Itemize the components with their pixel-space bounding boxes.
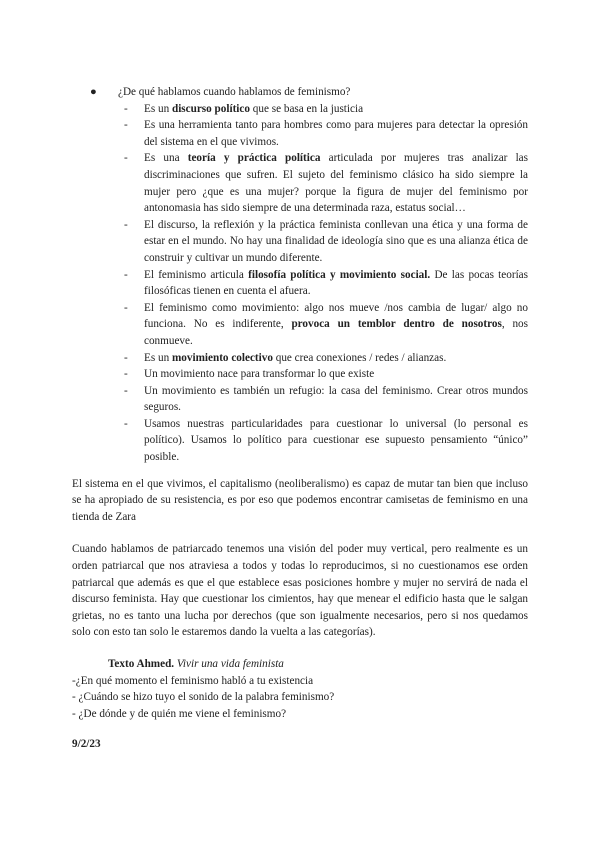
text-segment: Es un <box>144 102 172 115</box>
bullet-dot-icon: ● <box>90 86 97 98</box>
text-segment: Usamos nuestras particularidades para cuestionar lo universal (lo personal es político). Usamos lo político para cuestionar ese supuesto pensamiento “único” posible. <box>144 417 528 464</box>
document-date: 9/2/23 <box>72 738 101 751</box>
reading-question: - ¿Cuándo se hizo tuyo el sonido de la palabra feminismo? <box>72 691 335 704</box>
text-segment: que se basa en la justicia <box>249 102 364 115</box>
text-segment: Es un <box>144 351 172 364</box>
definition-item <box>118 267 528 300</box>
definition-item <box>118 366 528 383</box>
dash-marker: - <box>124 301 128 314</box>
dash-marker: - <box>124 368 128 381</box>
paragraph-capitalism: El sistema en el que vivimos, el capitalismo (neoliberalismo) es capaz de mutar tan bien que incluso se ha apropiado de su resistencia, es por eso que podemos encontrar camisetas de feminismo en una tienda de Zara <box>72 477 528 523</box>
definition-item <box>118 150 528 216</box>
text-segment: El feminismo como movimiento: algo nos mueve /nos cambia de lugar/ algo no funciona. No es indiferente, <box>144 301 528 331</box>
definition-item <box>118 101 528 118</box>
definition-item <box>118 383 528 416</box>
topic-item <box>72 84 528 466</box>
dash-marker: - <box>124 102 128 115</box>
dash-marker: - <box>124 218 128 231</box>
topic-list <box>72 84 528 466</box>
text-segment: articulada por mujeres tras analizar las discriminaciones que sufren. El sujeto del feminismo clásico ha sido siempre la mujer pero ¿que es una mujer? porque la figura de mujer del feminismo por antonomasia has sido siempre de una determinada raza, estatus social… <box>144 152 529 215</box>
reading-title-author: Texto Ahmed. <box>108 658 175 670</box>
text-segment: , nos conmueve. <box>144 318 528 347</box>
dash-marker: - <box>124 417 128 430</box>
bold-phrase: movimiento colectivo <box>171 351 273 364</box>
bold-phrase: filosofía política y movimiento social. <box>248 268 431 281</box>
definition-item <box>118 117 528 150</box>
bold-phrase: discurso político <box>171 102 250 115</box>
bold-phrase: teoría y práctica política <box>187 152 321 165</box>
text-segment: Un movimiento nace para transformar lo que existe <box>144 368 375 381</box>
dash-marker: - <box>124 268 128 281</box>
reading-question: - ¿De dónde y de quién me viene el feminismo? <box>72 707 287 720</box>
reading-question: -¿En qué momento el feminismo habló a tu existencia <box>72 674 314 687</box>
reading-title-work: Vivir una vida feminista <box>176 658 284 670</box>
text-segment: El discurso, la reflexión y la práctica feminista conllevan una ética y una forma de estar en el mundo. No hay una finalidad de ideología sino que es una alianza ética de construir y cultivar un mundo diferente. <box>144 218 528 264</box>
definition-item <box>118 217 528 267</box>
text-segment: Es una <box>144 152 188 165</box>
reading-section <box>72 656 528 722</box>
dash-marker: - <box>124 384 128 397</box>
dash-marker: - <box>124 152 128 165</box>
topic-title: ¿De qué hablamos cuando hablamos de feminismo? <box>118 86 351 98</box>
definition-list <box>118 101 528 466</box>
definition-item <box>118 350 528 367</box>
text-segment: De las pocas teorías filosóficas tienen en cuenta el afuera. <box>144 268 529 298</box>
dash-marker: - <box>124 119 128 132</box>
reading-title <box>72 656 528 673</box>
dash-marker: - <box>124 351 128 364</box>
bold-phrase: provoca un temblor dentro de nosotros <box>291 318 502 331</box>
definition-item <box>118 416 528 466</box>
text-segment: que crea conexiones / redes / alianzas. <box>272 351 447 364</box>
definition-item <box>118 300 528 350</box>
paragraph-patriarchy: Cuando hablamos de patriarcado tenemos una visión del poder muy vertical, pero realmente es un orden patriarcal que nos atraviesa a todos y todas lo reproducimos, si no cuestionamos ese orden patriarcal que además es que el que establece esas posiciones hombre y mujer no servirá de nada el discurso feminista. Hay que cuestionar los cimientos, hay que menear el edificio hasta que le salgan grietas, no es tanto una lucha por derechos (que son igualmente necesarios, pero si nos quedamos solo con esto tan solo le estaremos dando la vuelta a las categorías). <box>72 543 528 639</box>
document-page <box>72 84 528 753</box>
text-segment: El feminismo articula <box>144 268 249 281</box>
text-segment: Un movimiento es también un refugio: la casa del feminismo. Crear otros mundos seguros. <box>144 384 528 414</box>
text-segment: Es una herramienta tanto para hombres como para mujeres para detectar la opresión del sistema en el que vivimos. <box>144 119 528 148</box>
